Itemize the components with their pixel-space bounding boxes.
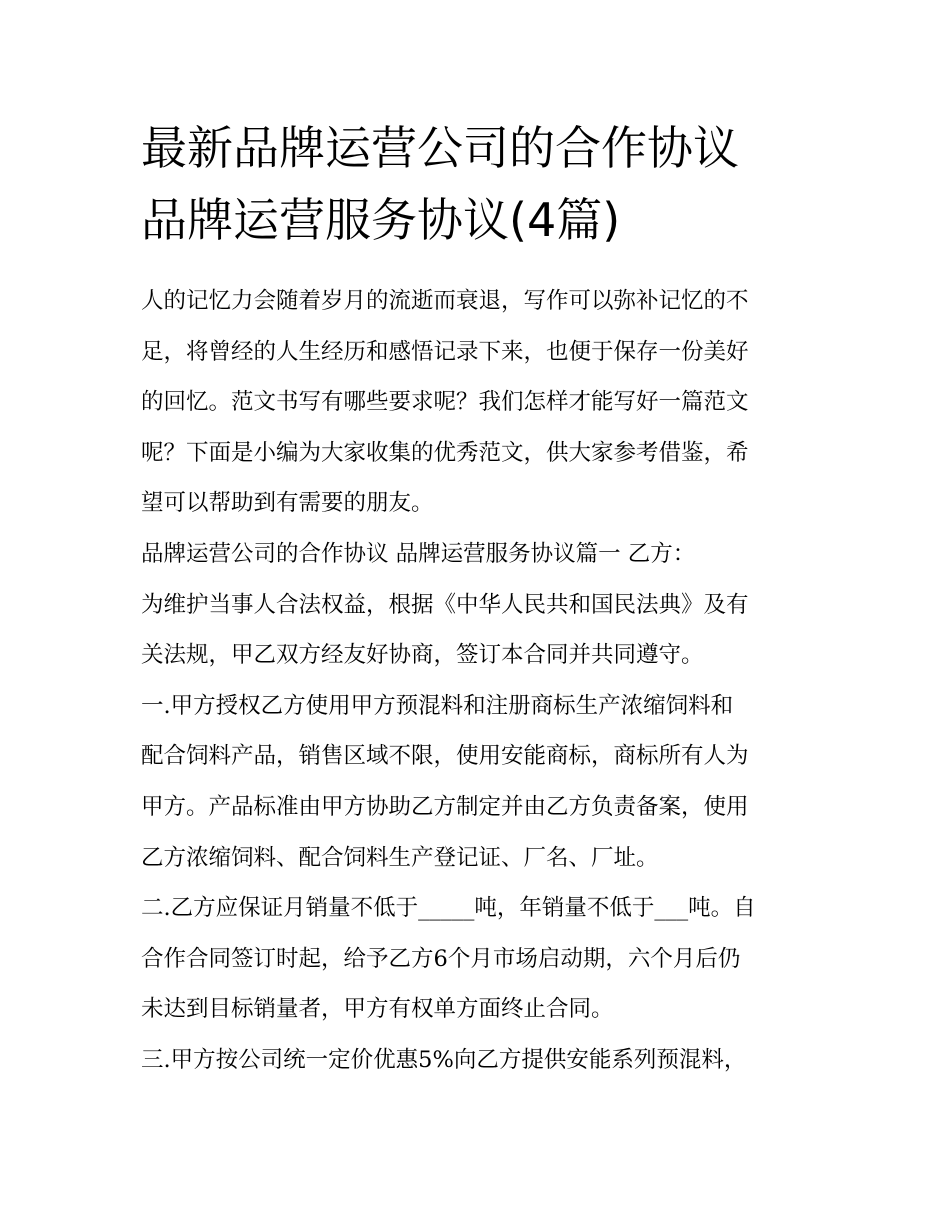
clause-line: 甲方。产品标准由甲方协助乙方制定并由乙方负责备案，使用: [141, 793, 749, 820]
clause-line: 二.乙方应保证月销量不低于_____吨，年销量不低于___吨。自: [141, 895, 756, 922]
document-title: [141, 112, 821, 256]
title-line: 品牌运营服务协议(4篇): [141, 193, 621, 247]
clause-line: 三.甲方按公司统一定价优惠5%向乙方提供安能系列预混料，: [141, 1046, 747, 1073]
body-line: 望可以帮助到有需要的朋友。: [141, 490, 434, 517]
section-heading-line: 品牌运营公司的合作协议 品牌运营服务协议篇一 乙方：: [141, 540, 696, 567]
body-line: 的回忆。范文书写有哪些要求呢？我们怎样才能写好一篇范文: [141, 389, 749, 416]
title-line: 最新品牌运营公司的合作协议: [141, 121, 739, 175]
body-line: 呢？下面是小编为大家收集的优秀范文，供大家参考借鉴，希: [141, 439, 749, 466]
body-line: 足，将曾经的人生经历和感悟记录下来，也便于保存一份美好: [141, 338, 749, 365]
clause-line: 一.甲方授权乙方使用甲方预混料和注册商标生产浓缩饲料和: [141, 692, 734, 719]
document-body: [141, 276, 821, 1086]
clause-line: 合作合同签订时起，给予乙方6个月市场启动期，六个月后仍: [141, 945, 741, 972]
clause-line: 配合饲料产品，销售区域不限，使用安能商标，商标所有人为: [141, 743, 749, 770]
body-line: 为维护当事人合法权益，根据《中华人民共和国民法典》及有: [141, 591, 749, 618]
clause-line: 乙方浓缩饲料、配合饲料生产登记证、厂名、厂址。: [141, 844, 659, 871]
clause-line: 未达到目标销量者，甲方有权单方面终止合同。: [141, 996, 614, 1023]
body-line: 人的记忆力会随着岁月的流逝而衰退，写作可以弥补记忆的不: [141, 288, 749, 314]
body-line: 关法规，甲乙双方经友好协商，签订本合同并共同遵守。: [141, 642, 704, 669]
